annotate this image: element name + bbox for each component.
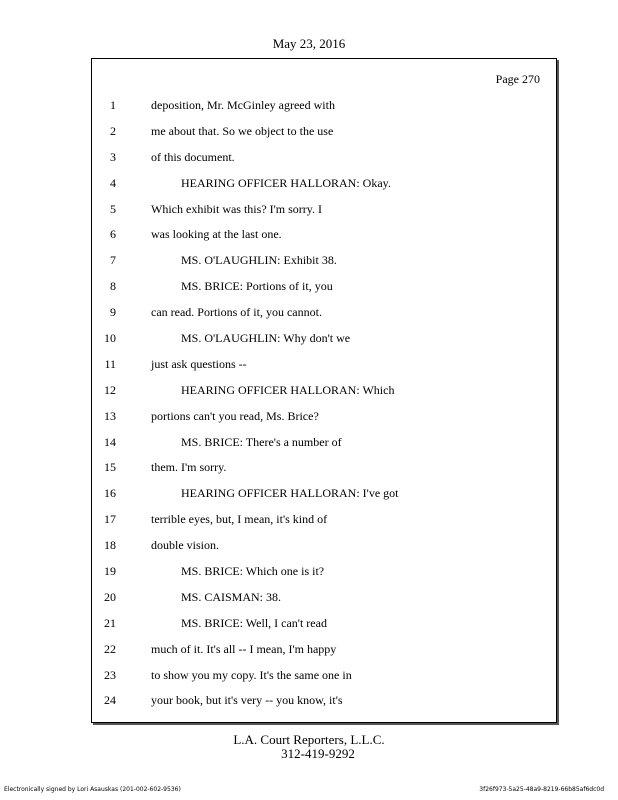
- line-text: double vision.: [151, 538, 219, 553]
- line-number: 22: [104, 641, 116, 656]
- line-number: 13: [104, 408, 116, 423]
- header-date: May 23, 2016: [272, 36, 346, 51]
- line-number: 1: [110, 98, 116, 112]
- line-number: 18: [104, 538, 116, 553]
- transcript-line: [92, 663, 556, 689]
- line-number: 17: [104, 512, 116, 527]
- line-text: MS. O'LAUGHLIN: Exhibit 38.: [181, 253, 337, 268]
- line-number: 8: [110, 279, 116, 294]
- line-text: MS. BRICE: There's a number of: [181, 434, 342, 449]
- transcript-line: [92, 197, 556, 223]
- transcript-line: [92, 222, 556, 248]
- line-text: terrible eyes, but, I mean, it's kind of: [151, 512, 328, 527]
- line-text: MS. BRICE: Well, I can't read: [181, 615, 327, 630]
- line-number: 7: [110, 253, 116, 268]
- line-number: 11: [104, 356, 116, 371]
- line-text: your book, but it's very -- you know, it's: [151, 693, 343, 708]
- transcript-line: [92, 507, 556, 533]
- transcript-line: [92, 93, 556, 119]
- electronic-signature: Electronically signed by Lori Asauskas (201-002-602-9536): [4, 786, 181, 793]
- line-number: 14: [104, 434, 116, 449]
- line-text: can read. Portions of it, you cannot.: [151, 305, 322, 320]
- transcript-page: [91, 58, 557, 723]
- line-number: 24: [104, 693, 116, 708]
- transcript-line: [92, 688, 556, 714]
- transcript-line: [92, 171, 556, 197]
- transcript-line: [92, 585, 556, 611]
- transcript-line: [92, 637, 556, 663]
- line-number: 12: [104, 382, 116, 397]
- line-number: 21: [104, 615, 116, 630]
- transcript-line: [92, 119, 556, 145]
- line-text: of this document.: [151, 149, 235, 164]
- line-number: 16: [104, 486, 116, 501]
- transcript-line: [92, 326, 556, 352]
- line-number: 19: [104, 564, 116, 579]
- line-number: 2: [110, 123, 116, 138]
- line-text: MS. BRICE: Portions of it, you: [181, 279, 333, 294]
- transcript-line: [92, 481, 556, 507]
- footer-phone: 312-419-9292: [281, 746, 355, 761]
- transcript-line: [92, 455, 556, 481]
- line-text: was looking at the last one.: [151, 227, 282, 242]
- line-number: 3: [110, 149, 116, 164]
- line-text: much of it. It's all -- I mean, I'm happy: [151, 641, 337, 656]
- line-text: deposition, Mr. McGinley agreed with: [151, 98, 335, 112]
- transcript-line: [92, 533, 556, 559]
- line-text: MS. BRICE: Which one is it?: [181, 564, 325, 579]
- document-id: 3f26f973-5a25-48a9-8219-66b85af6dc0d: [479, 786, 604, 793]
- transcript-line: [92, 300, 556, 326]
- transcript-line: [92, 378, 556, 404]
- line-number: 4: [110, 175, 116, 190]
- line-number: 23: [104, 667, 116, 682]
- transcript-line: [92, 559, 556, 585]
- line-text: HEARING OFFICER HALLORAN: Which: [181, 382, 395, 397]
- line-number: 20: [104, 589, 116, 604]
- transcript-line: [92, 248, 556, 274]
- transcript-line: [92, 352, 556, 378]
- line-text: me about that. So we object to the use: [151, 123, 334, 138]
- transcript-lines: [92, 93, 556, 714]
- line-number: 15: [104, 460, 116, 475]
- line-text: MS. O'LAUGHLIN: Why don't we: [181, 331, 351, 346]
- line-text: HEARING OFFICER HALLORAN: I've got: [181, 486, 399, 501]
- transcript-line: [92, 611, 556, 637]
- line-text: HEARING OFFICER HALLORAN: Okay.: [181, 175, 391, 190]
- line-text: just ask questions --: [151, 356, 247, 371]
- transcript-line: [92, 430, 556, 456]
- line-number: 10: [104, 331, 116, 346]
- page-number: Page 270: [495, 72, 540, 86]
- line-number: 9: [110, 305, 116, 320]
- line-text: portions can't you read, Ms. Brice?: [151, 408, 319, 423]
- line-text: MS. CAISMAN: 38.: [181, 589, 282, 604]
- line-text: to show you my copy. It's the same one in: [151, 667, 352, 682]
- transcript-line: [92, 145, 556, 171]
- line-number: 5: [110, 201, 116, 216]
- line-text: Which exhibit was this? I'm sorry. I: [151, 201, 323, 216]
- footer-company: L.A. Court Reporters, L.L.C.: [233, 732, 385, 747]
- transcript-line: [92, 404, 556, 430]
- line-text: them. I'm sorry.: [151, 460, 227, 475]
- transcript-line: [92, 274, 556, 300]
- line-number: 6: [110, 227, 116, 242]
